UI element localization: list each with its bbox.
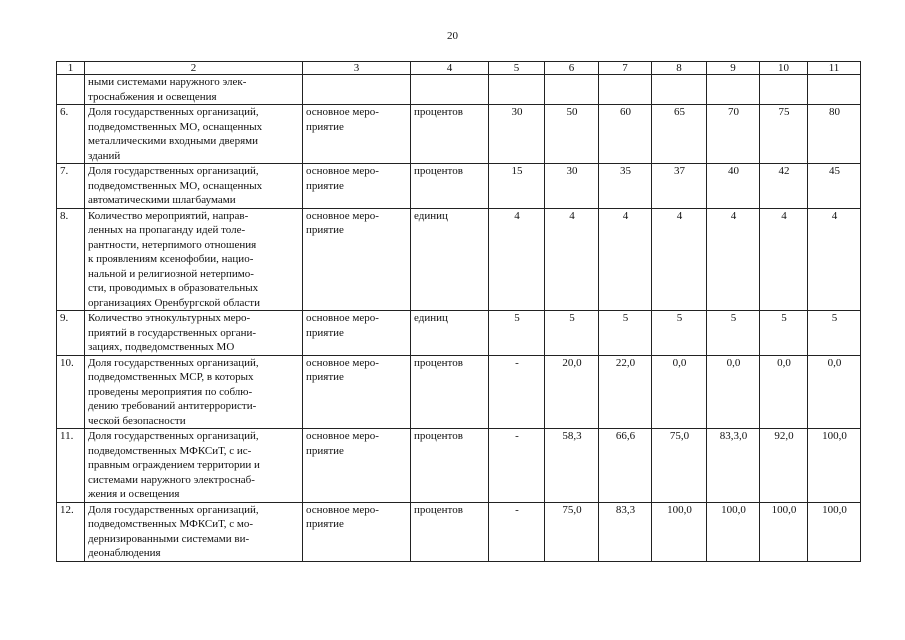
unit-of-measure: процентов: [411, 502, 489, 561]
description-line: подведомственных МФКСиТ, с мо-: [88, 518, 253, 530]
value-cell: [707, 75, 760, 105]
indicator-description: [85, 164, 303, 209]
indicators-table: [56, 61, 861, 562]
row-number: 6.: [57, 105, 85, 164]
value-cell: 92,0: [760, 429, 808, 503]
description-line: Доля государственных организаций,: [88, 165, 259, 177]
value-cell: 0,0: [652, 355, 707, 429]
value-cell: 100,0: [707, 502, 760, 561]
column-header: 10: [760, 62, 808, 75]
description-line: приятий в государственных органи-: [88, 326, 257, 339]
description-line: жения и освещения: [88, 488, 180, 500]
value-cell: 80: [808, 105, 861, 164]
description-line: правным ограждением территории и: [88, 459, 260, 471]
value-cell: [599, 75, 652, 105]
type-line: основное меро-: [306, 106, 379, 118]
type-line: приятие: [306, 444, 344, 457]
indicator-type: [303, 208, 411, 311]
description-line: ленных на пропаганду идей толе-: [88, 224, 246, 236]
value-cell: 100,0: [808, 429, 861, 503]
indicator-type: [303, 164, 411, 209]
description-line: нальной и религиозной нетерпимо-: [88, 267, 254, 280]
value-cell: 5: [808, 311, 861, 356]
column-header: 4: [411, 62, 489, 75]
value-cell: 83,3,0: [707, 429, 760, 503]
indicator-description: [85, 429, 303, 503]
value-cell: 50: [545, 105, 599, 164]
value-cell: -: [489, 355, 545, 429]
value-cell: 4: [545, 208, 599, 311]
description-line: к проявлениям ксенофобии, нацио-: [88, 253, 254, 265]
table-row: [57, 208, 861, 311]
value-cell: 100,0: [652, 502, 707, 561]
unit-of-measure: процентов: [411, 105, 489, 164]
type-line: основное меро-: [306, 165, 379, 177]
row-number: 10.: [57, 355, 85, 429]
value-cell: 20,0: [545, 355, 599, 429]
value-cell: 4: [599, 208, 652, 311]
description-line: дению требований антитеррористи-: [88, 400, 257, 412]
description-line: подведомственных МО, оснащенных: [88, 179, 263, 192]
value-cell: 75,0: [652, 429, 707, 503]
value-cell: 42: [760, 164, 808, 209]
indicator-description: [85, 105, 303, 164]
page-number: 20: [447, 30, 458, 42]
value-cell: [652, 75, 707, 105]
description-line: зациях, подведомственных МО: [88, 341, 235, 353]
column-header: 8: [652, 62, 707, 75]
value-cell: [545, 75, 599, 105]
value-cell: 5: [489, 311, 545, 356]
value-cell: [808, 75, 861, 105]
type-line: основное меро-: [306, 209, 379, 222]
description-line: металлическими входными дверями: [88, 135, 258, 147]
indicator-type: [303, 502, 411, 561]
description-line: системами наружного электроснаб-: [88, 473, 255, 486]
value-cell: 30: [545, 164, 599, 209]
type-line: приятие: [306, 518, 344, 530]
type-line: приятие: [306, 120, 344, 133]
type-line: приятие: [306, 224, 344, 236]
table-row: [57, 311, 861, 356]
description-line: подведомственных МФКСиТ, с ис-: [88, 444, 252, 457]
value-cell: 100,0: [808, 502, 861, 561]
value-cell: 66,6: [599, 429, 652, 503]
row-number: 7.: [57, 164, 85, 209]
unit-of-measure: [411, 75, 489, 105]
column-header: 6: [545, 62, 599, 75]
description-line: Доля государственных организаций,: [88, 430, 259, 442]
description-line: ными системами наружного элек-: [88, 76, 247, 88]
value-cell: 0,0: [808, 355, 861, 429]
unit-of-measure: единиц: [411, 311, 489, 356]
type-line: основное меро-: [306, 312, 379, 324]
value-cell: 100,0: [760, 502, 808, 561]
value-cell: 60: [599, 105, 652, 164]
indicator-description: [85, 355, 303, 429]
column-header: 9: [707, 62, 760, 75]
value-cell: 75,0: [545, 502, 599, 561]
row-number: 8.: [57, 208, 85, 311]
value-cell: 5: [760, 311, 808, 356]
value-cell: 4: [760, 208, 808, 311]
value-cell: 70: [707, 105, 760, 164]
value-cell: 4: [652, 208, 707, 311]
column-header-row: [57, 62, 861, 75]
value-cell: 4: [808, 208, 861, 311]
indicator-type: [303, 355, 411, 429]
value-cell: 35: [599, 164, 652, 209]
description-line: деонаблюдения: [88, 547, 161, 559]
description-line: ческой безопасности: [88, 414, 186, 427]
unit-of-measure: единиц: [411, 208, 489, 311]
value-cell: 58,3: [545, 429, 599, 503]
description-line: проведены мероприятия по соблю-: [88, 385, 253, 398]
indicator-type: [303, 429, 411, 503]
table-row: [57, 164, 861, 209]
type-line: основное меро-: [306, 356, 379, 369]
value-cell: 15: [489, 164, 545, 209]
value-cell: 4: [489, 208, 545, 311]
row-number: [57, 75, 85, 105]
value-cell: 5: [545, 311, 599, 356]
column-header: 7: [599, 62, 652, 75]
value-cell: 5: [599, 311, 652, 356]
value-cell: 75: [760, 105, 808, 164]
column-header: 5: [489, 62, 545, 75]
indicator-type: [303, 311, 411, 356]
description-line: организациях Оренбургской области: [88, 296, 260, 309]
table-row: [57, 429, 861, 503]
description-line: Доля государственных организаций,: [88, 356, 259, 369]
value-cell: 0,0: [707, 355, 760, 429]
description-line: автоматическими шлагбаумами: [88, 194, 236, 206]
indicator-type: [303, 105, 411, 164]
column-header: 11: [808, 62, 861, 75]
row-number: 11.: [57, 429, 85, 503]
type-line: приятие: [306, 371, 344, 383]
type-line: приятие: [306, 326, 344, 339]
unit-of-measure: процентов: [411, 355, 489, 429]
unit-of-measure: процентов: [411, 429, 489, 503]
description-line: троснабжения и освещения: [88, 90, 217, 103]
description-line: зданий: [88, 149, 121, 162]
indicator-description: [85, 208, 303, 311]
column-header: 2: [85, 62, 303, 75]
description-line: Количество этнокультурных меро-: [88, 312, 251, 324]
column-header: 1: [57, 62, 85, 75]
value-cell: 37: [652, 164, 707, 209]
type-line: приятие: [306, 179, 344, 192]
table-row: [57, 75, 861, 105]
value-cell: 5: [652, 311, 707, 356]
description-line: сти, проводимых в образовательных: [88, 282, 259, 294]
row-number: 12.: [57, 502, 85, 561]
value-cell: 0,0: [760, 355, 808, 429]
table-row: [57, 355, 861, 429]
unit-of-measure: процентов: [411, 164, 489, 209]
value-cell: 22,0: [599, 355, 652, 429]
type-line: основное меро-: [306, 503, 379, 516]
row-number: 9.: [57, 311, 85, 356]
value-cell: 5: [707, 311, 760, 356]
column-header: 3: [303, 62, 411, 75]
description-line: Количество мероприятий, направ-: [88, 209, 249, 222]
description-line: рантности, нетерпимого отношения: [88, 238, 257, 251]
description-line: дернизированными системами ви-: [88, 532, 250, 545]
description-line: подведомственных МО, оснащенных: [88, 120, 263, 133]
value-cell: -: [489, 502, 545, 561]
value-cell: 45: [808, 164, 861, 209]
description-line: Доля государственных организаций,: [88, 106, 259, 118]
value-cell: 30: [489, 105, 545, 164]
value-cell: -: [489, 429, 545, 503]
indicator-description: [85, 75, 303, 105]
value-cell: 65: [652, 105, 707, 164]
value-cell: 40: [707, 164, 760, 209]
description-line: Доля государственных организаций,: [88, 503, 259, 516]
value-cell: 4: [707, 208, 760, 311]
description-line: подведомственных МСР, в которых: [88, 371, 254, 383]
indicator-description: [85, 502, 303, 561]
value-cell: [489, 75, 545, 105]
indicator-description: [85, 311, 303, 356]
type-line: основное меро-: [306, 430, 379, 442]
table-row: [57, 502, 861, 561]
value-cell: [760, 75, 808, 105]
table-row: [57, 105, 861, 164]
indicator-type: [303, 75, 411, 105]
value-cell: 83,3: [599, 502, 652, 561]
